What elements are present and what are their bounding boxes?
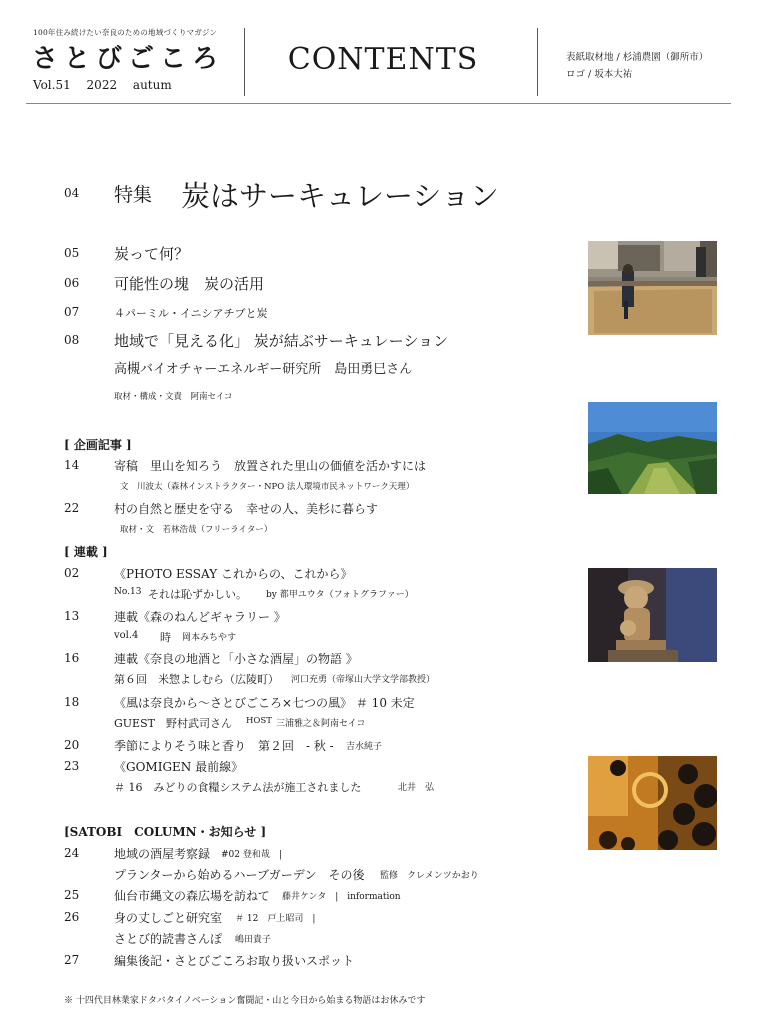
entry-subtitle: 時 (160, 631, 171, 644)
entry-credit: 河口充勇（帝塚山大学文学部教授） (291, 675, 436, 685)
section-label: [ 連載 ] (64, 545, 108, 559)
header-divider-left (244, 28, 245, 96)
page-number: 08 (64, 333, 80, 347)
cover-credit: 表紙取材地 / 杉浦農園（御所市） (566, 52, 709, 63)
page-number: 14 (64, 458, 80, 472)
page-number: 25 (64, 888, 80, 902)
contents-title: CONTENTS (287, 42, 479, 77)
photo-satoyama-landscape (588, 402, 717, 494)
entry-subtitle: 第６回 米惣よしむら（広陵町） (114, 673, 279, 686)
issue-year: 2022 (86, 78, 118, 92)
page-number: 24 (64, 846, 80, 860)
entry-title: 身の丈しごと研究室 (114, 911, 223, 925)
page-number: 27 (64, 953, 80, 967)
entry-title: 編集後記・さとびごころお取り扱いスポット (114, 954, 355, 968)
page-number: 18 (64, 695, 80, 709)
header-divider-right (537, 28, 538, 96)
tagline: 100年住み続けたい奈良のための地域づくりマガジン (33, 28, 218, 37)
entry-title: 季節によりそう味と香り 第２回 - 秋 - (114, 739, 334, 753)
photo-charcoal-bokeh (588, 756, 717, 850)
entry-credit: 取材・文 若林浩哉（フリーライター） (120, 525, 273, 535)
entry-title: 《風は奈良から～さとびごころ×七つの風》 ＃ 10 未定 (114, 696, 415, 710)
entry-credit: #02 登和哉 | (221, 850, 282, 860)
entry-credit: 藤井ケンタ | information (282, 892, 401, 902)
issue-info (33, 78, 184, 92)
issue-season: autum (132, 78, 172, 92)
entry-credit: 北井 弘 (398, 783, 435, 793)
page-number: 22 (64, 501, 80, 515)
masthead (0, 0, 757, 104)
page-number: 16 (64, 651, 80, 665)
logo-credit: ロゴ / 坂本大祐 (566, 69, 633, 80)
header-rule (26, 103, 731, 104)
entry-sub-number: vol.4 (114, 630, 139, 641)
entry-title: ４パーミル・イニシアチブと炭 (114, 307, 268, 320)
photo-clay-figure (588, 568, 717, 662)
page-number: 06 (64, 276, 80, 290)
entry-title: 炭って何？ (114, 245, 190, 263)
page-number: 13 (64, 609, 80, 623)
photo-charcoal-workers (588, 241, 717, 335)
section-label: [SATOBI COLUMN・お知らせ ] (64, 825, 267, 839)
footnote: ※ 十四代目林業家ドタバタイノベーション奮闘記・山と今日から始まる物語はお休みです (64, 996, 426, 1006)
entry-title: 連載《森のねんどギャラリー 》 (114, 610, 286, 624)
entry-credit: by 都甲ユウタ（フォトグラファー） (266, 590, 414, 600)
entry-credit: 取材・構成・文責 阿南セイコ (114, 392, 233, 402)
page-number: 07 (64, 305, 80, 319)
feature-title: 炭はサーキュレーション (181, 179, 499, 213)
entry-subtitle: それは恥ずかしい。 (148, 588, 247, 601)
entry-credit: 嶋田貴子 (235, 935, 272, 945)
entry-title: 連載《奈良の地酒と「小さな酒屋」の物語 》 (114, 652, 358, 666)
section-label: [ 企画記事 ] (64, 438, 132, 452)
volume-number: Vol.51 (33, 78, 71, 92)
entry-credit: 吉水純子 (346, 742, 383, 752)
entry-title: 仙台市縄文の森広場を訪ねて (114, 889, 270, 903)
page-number: 04 (64, 186, 80, 200)
page-number: 26 (64, 910, 80, 924)
feature-label: 特集 (114, 184, 153, 206)
entry-credit: 三浦雅之＆阿南セイコ (276, 719, 366, 729)
entry-title: 寄稿 里山を知ろう 放置された里山の価値を活かすには (114, 459, 427, 473)
entry-credit: 文 川波太（森林インストラクター・NPO 法人環境市民ネットワーク天理） (120, 482, 415, 492)
entry-title: 地域で「見える化」 炭が結ぶサーキュレーション (114, 332, 449, 350)
entry-title: 村の自然と歴史を守る 幸せの人、美杉に暮らす (114, 502, 379, 516)
entry-title: プランターから始めるハーブガーデン その後 (114, 868, 365, 882)
entry-subtitle: GUEST 野村武司さん (114, 717, 232, 730)
entry-title: 《PHOTO ESSAY これからの、これから》 (114, 567, 353, 581)
page-number: 20 (64, 738, 80, 752)
entry-host-label: HOST (246, 716, 272, 726)
page-number: 02 (64, 566, 80, 580)
entry-title: 可能性の塊 炭の活用 (114, 275, 265, 293)
entry-title: さとび的読書さんぽ (114, 932, 223, 946)
entry-credit: 監修 クレメンツかおり (380, 871, 479, 881)
entry-sub-number: No.13 (114, 587, 142, 597)
page-number: 23 (64, 759, 80, 773)
magazine-logo: さとびごころ (32, 44, 225, 74)
entry-title: 地域の酒屋考察録 (114, 847, 211, 861)
entry-subtitle: ＃ 16 みどりの食糧システム法が施工されました (114, 781, 362, 794)
entry-credit: ＃ 12 戸上昭司 | (235, 914, 316, 924)
entry-credit: 岡本みちやす (182, 633, 237, 643)
entry-subtitle: 高槻バイオチャーエネルギー研究所 島田勇巳さん (114, 362, 413, 377)
entry-title: 《GOMIGEN 最前線》 (114, 760, 244, 774)
page-number: 05 (64, 246, 80, 260)
